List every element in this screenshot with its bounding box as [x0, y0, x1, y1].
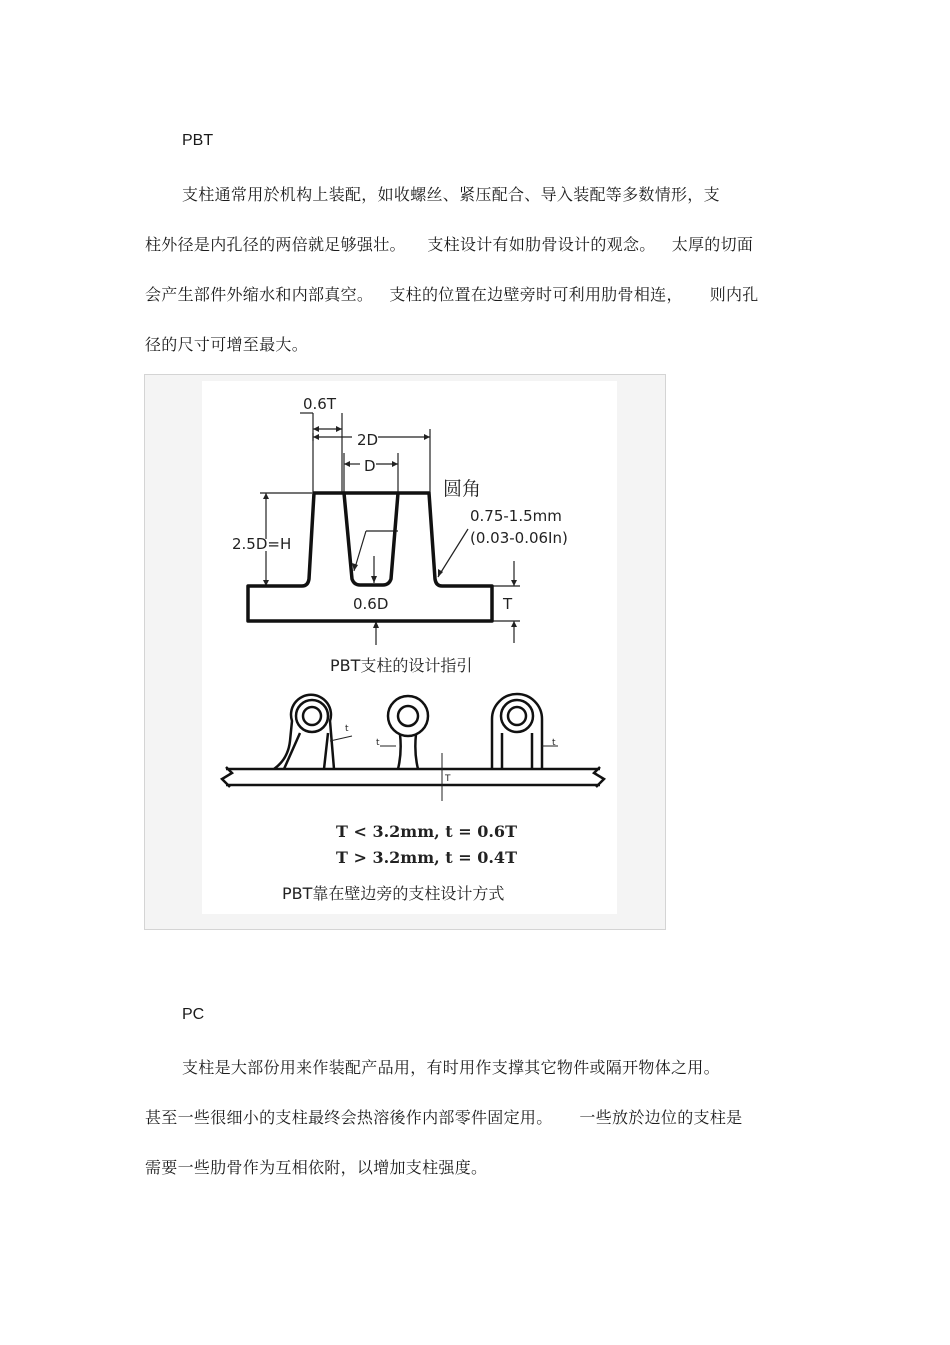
- paragraph-line: 支柱通常用於机构上装配，如收螺丝、紧压配合、导入装配等多数情形，支: [182, 185, 720, 204]
- section-heading-pbt: PBT: [182, 132, 214, 149]
- label-t-1: t: [345, 724, 349, 734]
- paragraph-line: 需要一些肋骨作为互相依附，以增加支柱强度。: [145, 1158, 488, 1177]
- label-base-thickness: 0.6D: [353, 595, 389, 613]
- boss-design-figure: [144, 374, 666, 930]
- paragraph-line: 径的尺寸可增至最大。: [145, 335, 309, 354]
- label-wall-t: T: [503, 595, 513, 613]
- paragraph-line: 支柱是大部份用来作装配产品用，有时用作支撑其它物件或隔开物体之用。: [182, 1058, 720, 1077]
- paragraph-line: 会产生部件外缩水和内部真空。 支柱的位置在边壁旁时可利用肋骨相连， 则内孔: [145, 285, 759, 304]
- boss-diagram: [202, 381, 617, 914]
- boss-with-rib-3: [492, 694, 542, 769]
- boss-standalone-2: [388, 696, 428, 769]
- caption-pbt-guide: PBT支柱的设计指引: [330, 656, 473, 675]
- dimension-arrows: [263, 426, 517, 628]
- label-wall-t-bottom: T: [445, 774, 451, 784]
- label-height: 2.5D=H: [232, 535, 292, 553]
- section-heading-pc: PC: [182, 1006, 205, 1023]
- label-radius-mm: 0.75-1.5mm: [470, 507, 562, 525]
- paragraph-line: 甚至一些很细小的支柱最终会热溶後作内部零件固定用。 一些放於边位的支柱是: [145, 1108, 743, 1127]
- label-d: D: [364, 457, 376, 475]
- figure-canvas: [202, 381, 617, 914]
- label-t-2: t: [376, 738, 380, 748]
- wall-section: [222, 767, 604, 787]
- label-2d: 2D: [357, 431, 379, 449]
- formula-thin-wall: T < 3.2mm, t = 0.6T: [336, 822, 517, 841]
- caption-pbt-rib-boss: PBT靠在壁边旁的支柱设计方式: [282, 884, 505, 903]
- paragraph-line: 柱外径是内孔径的两倍就足够强壮。 支柱设计有如肋骨设计的观念。 太厚的切面: [145, 235, 754, 254]
- formula-thick-wall: T > 3.2mm, t = 0.4T: [336, 848, 517, 867]
- label-t-3: t: [552, 738, 556, 748]
- label-radius-in: (0.03-0.06In): [470, 529, 568, 547]
- label-0-6t: 0.6T: [303, 395, 337, 413]
- label-fillet: 圆角: [443, 478, 482, 500]
- boss-with-rib-1: [274, 695, 334, 769]
- boss-hole: [344, 493, 398, 585]
